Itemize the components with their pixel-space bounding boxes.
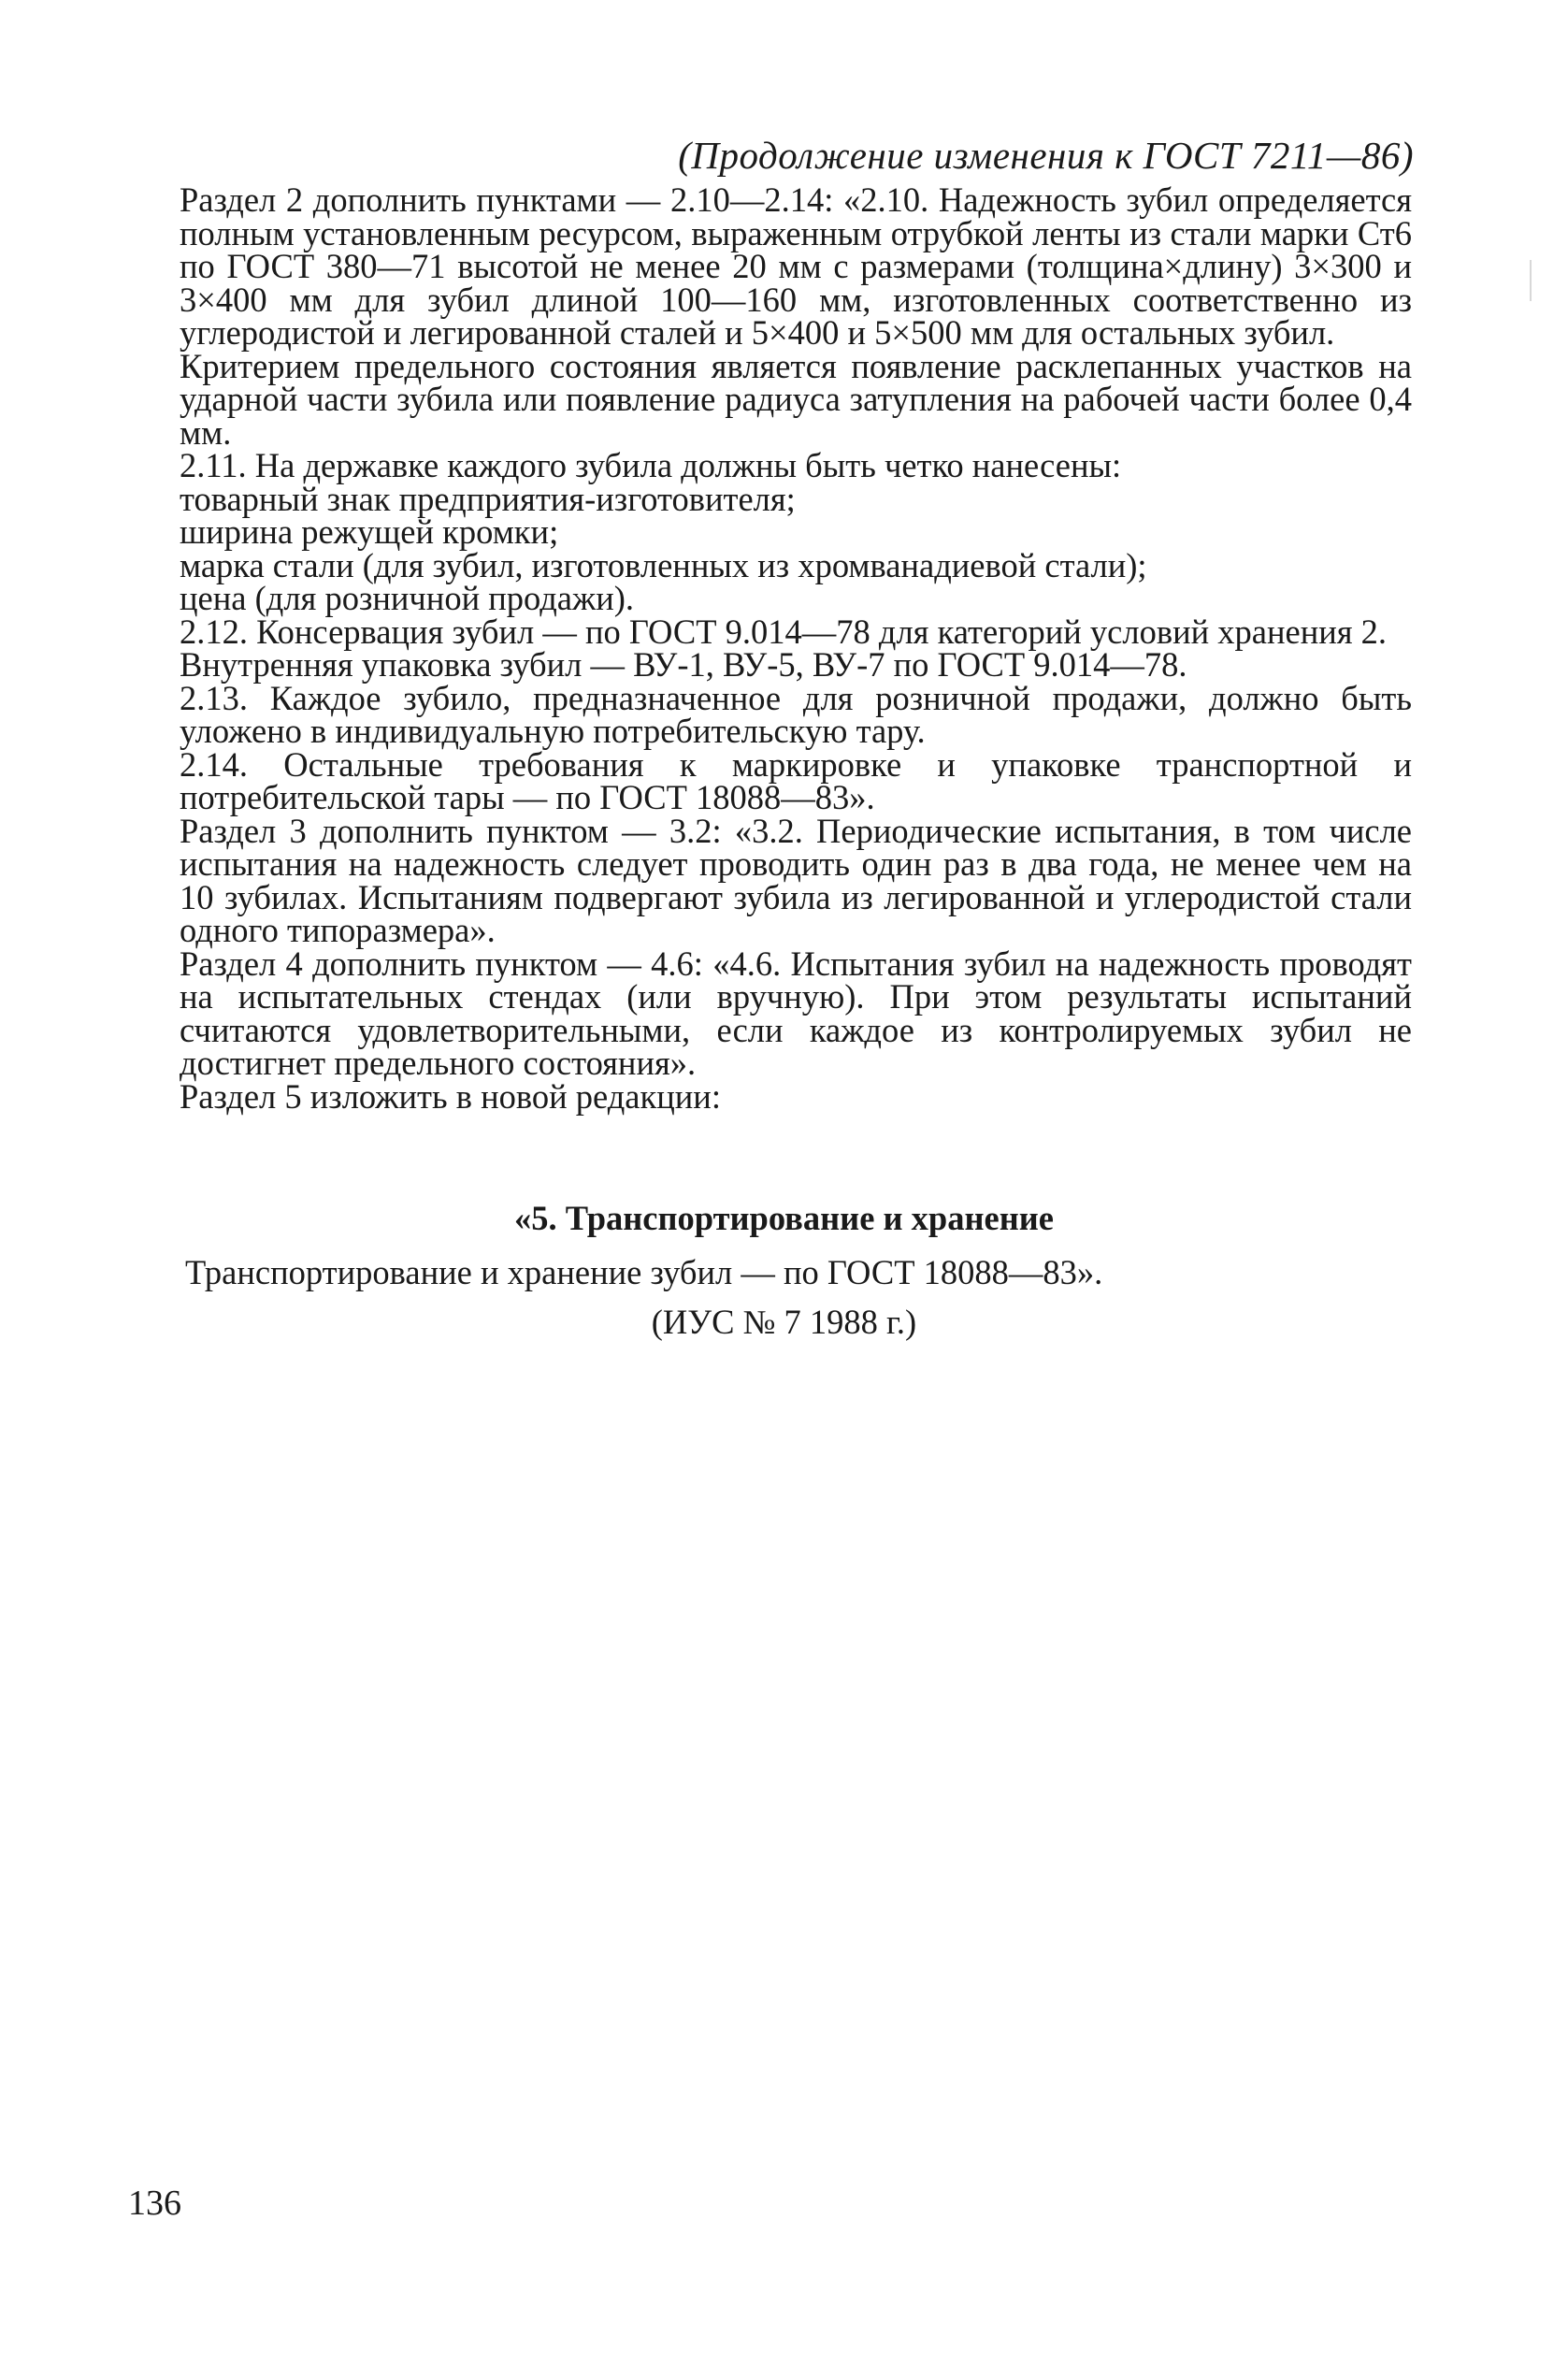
- list-item-price: цена (для розничной продажи).: [180, 579, 635, 617]
- paragraph-inner-packaging: Внутренняя упаковка зубил — ВУ-1, ВУ-5, ВУ-7 по ГОСТ 9.014—78.: [180, 645, 1187, 684]
- list-item-edge-width: ширина режущей кромки;: [180, 512, 559, 551]
- list-item-steel-grade: марка стали (для зубил, изготовленных из хромванадиевой стали);: [180, 545, 1147, 584]
- amendment-body: [180, 180, 1412, 1116]
- paragraph-limit-state: Критерием предельного состояния является появление расклепанных участков на ударной части зубила или появление радиуса затупления на рабочей части более 0,4 мм.: [180, 346, 1412, 452]
- scan-artifact: [1530, 260, 1532, 301]
- paragraph-2-14: 2.14. Остальные требования к маркировке и упаковке транспортной и потребительской тары — по ГОСТ 18088—83».: [180, 744, 1412, 816]
- list-item-trademark: товарный знак предприятия-изготовителя;: [180, 479, 796, 518]
- paragraph-2-13: 2.13. Каждое зубило, предназначенное для розничной продажи, должно быть уложено в индивидуальную потребительскую тару.: [180, 678, 1412, 750]
- paragraph-2-11: 2.11. На державке каждого зубила должны быть четко нанесены:: [180, 446, 1122, 484]
- section-5-text: Транспортирование и хранение зубил — по ГОСТ 18088—83».: [185, 1253, 1103, 1291]
- paragraph-2-12: 2.12. Консервация зубил — по ГОСТ 9.014—78 для категорий условий хранения 2.: [180, 612, 1388, 651]
- section-5-heading: «5. Транспортирование и хранение: [514, 1199, 1054, 1237]
- paragraph-section-3: Раздел 3 дополнить пунктом — 3.2: «3.2. Периодические испытания, в том числе испытания на надежность следует проводить один раз в два года, не менее чем на 10 зубилах. Испытаниям подвергают зубила из легированной и углеродистой стали одного типоразмера».: [180, 811, 1412, 949]
- page-number: 136: [128, 2184, 181, 2223]
- source-note: (ИУС № 7 1988 г.): [651, 1303, 917, 1341]
- paragraph-section-4: Раздел 4 дополнить пунктом — 4.6: «4.6. Испытания зубил на надежность проводят на испытательных стендах (или вручную). При этом результаты испытаний считаются удовлетворительными, если каждое из контролируемых зубил не достигнет предельного состояния».: [180, 944, 1412, 1082]
- paragraph-section-2: Раздел 2 дополнить пунктами — 2.10—2.14: «2.10. Надежность зубил определяется полным установленным ресурсом, выраженным отрубкой ленты из стали марки Ст6 по ГОСТ 380—71 высотой не менее 20 мм с размерами (толщина×длину) 3×300 и 3×400 мм для зубил длиной 100—160 мм, изготовленных соответственно из углеродистой и легированной сталей и 5×400 и 5×500 мм для остальных зубил.: [180, 180, 1412, 352]
- paragraph-section-5-intro: Раздел 5 изложить в новой редакции:: [180, 1076, 721, 1116]
- continuation-header: (Продолжение изменения к ГОСТ 7211—86): [678, 134, 1414, 177]
